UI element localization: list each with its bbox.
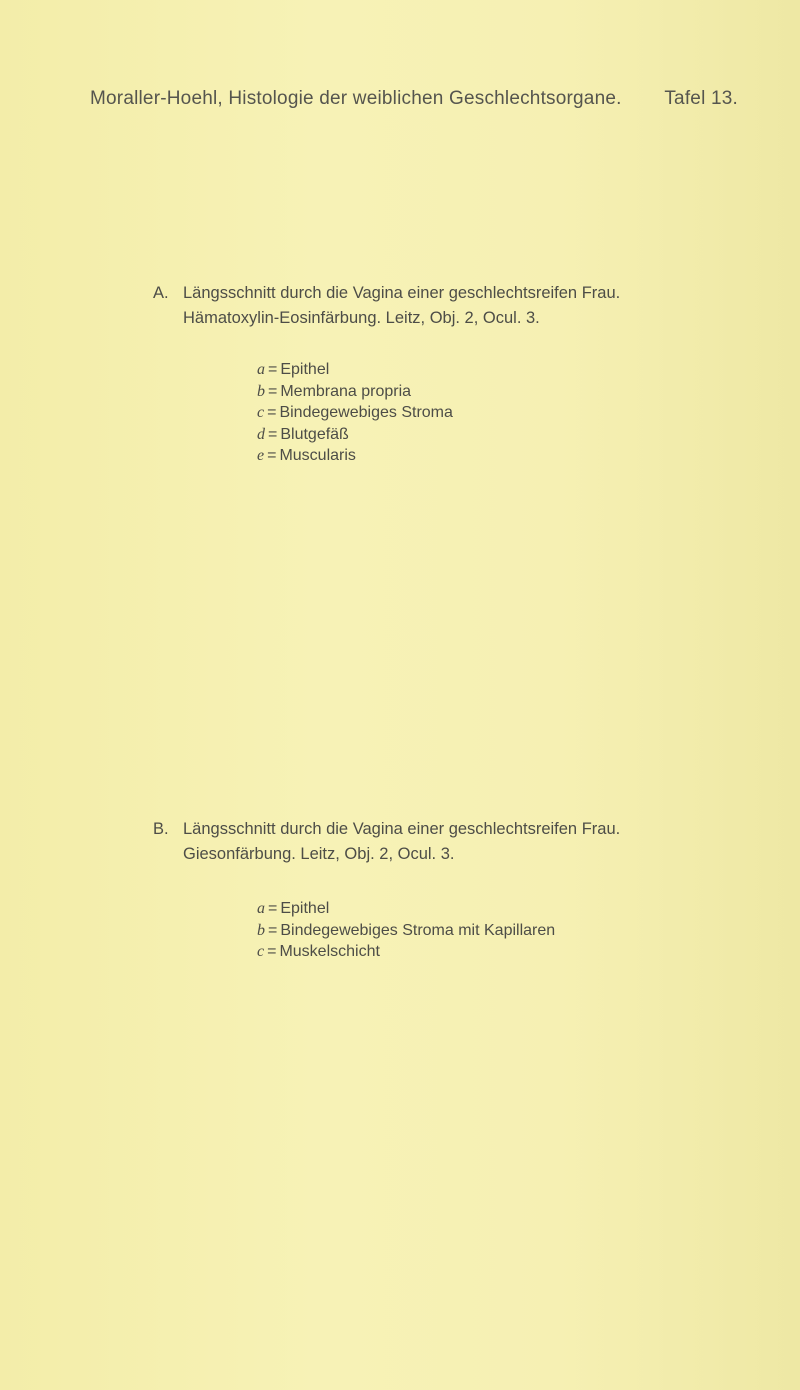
running-header	[90, 88, 738, 110]
plate-number: Tafel 13.	[664, 88, 738, 109]
figure-b-caption-line-2: Giesonfärbung. Leitz, Obj. 2, Ocul. 3.	[183, 845, 455, 863]
legend-item	[257, 359, 673, 381]
legend-item	[257, 445, 673, 467]
figure-b-legend	[153, 898, 673, 963]
legend-item	[257, 402, 673, 424]
legend-item	[257, 381, 673, 403]
figure-a-caption-text-1: Längsschnitt durch die Vagina einer geschlechtsreifen Frau.	[183, 284, 621, 302]
legend-label: Bindegewebiges Stroma mit Kapillaren	[280, 921, 556, 939]
legend-label: Muskelschicht	[279, 943, 380, 960]
figure-a-caption-line-1	[153, 281, 673, 306]
legend-item	[257, 424, 673, 446]
legend-label: Muscularis	[279, 447, 356, 464]
legend-key: e	[257, 447, 265, 464]
legend-item	[257, 941, 673, 963]
legend-key: b	[257, 382, 265, 400]
legend-label: Epithel	[280, 361, 330, 378]
legend-equals: =	[268, 921, 278, 939]
legend-key: b	[257, 921, 265, 939]
legend-equals: =	[268, 361, 278, 378]
legend-key: c	[257, 943, 265, 960]
figure-b-caption-line-1	[153, 817, 673, 842]
legend-equals: =	[267, 943, 277, 960]
figure-a-caption-line-2: Hämatoxylin-Eosinfärbung. Leitz, Obj. 2, Ocul. 3.	[183, 309, 540, 327]
legend-equals: =	[267, 447, 277, 464]
legend-label: Epithel	[280, 900, 330, 917]
book-title: Moraller-Hoehl, Histologie der weiblichen Geschlechtsorgane.	[90, 88, 622, 109]
legend-key: a	[257, 361, 265, 378]
figure-b-letter: B.	[153, 820, 169, 838]
legend-key: a	[257, 900, 265, 917]
legend-equals: =	[268, 382, 278, 400]
legend-label: Membrana propria	[280, 382, 412, 400]
legend-equals: =	[267, 404, 277, 421]
figure-a-letter: A.	[153, 284, 169, 302]
figure-b-caption-text-1: Längsschnitt durch die Vagina einer geschlechtsreifen Frau.	[183, 820, 621, 838]
legend-item	[257, 920, 673, 942]
legend-equals: =	[268, 425, 278, 443]
legend-equals: =	[268, 900, 278, 917]
figure-a-caption-block	[153, 281, 673, 467]
legend-label: Blutgefäß	[280, 425, 349, 443]
figure-a-legend	[153, 359, 673, 467]
legend-item	[257, 898, 673, 920]
legend-label: Bindegewebiges Stroma	[279, 404, 453, 421]
figure-b-caption-block	[153, 817, 673, 963]
legend-key: c	[257, 404, 265, 421]
legend-key: d	[257, 425, 265, 443]
